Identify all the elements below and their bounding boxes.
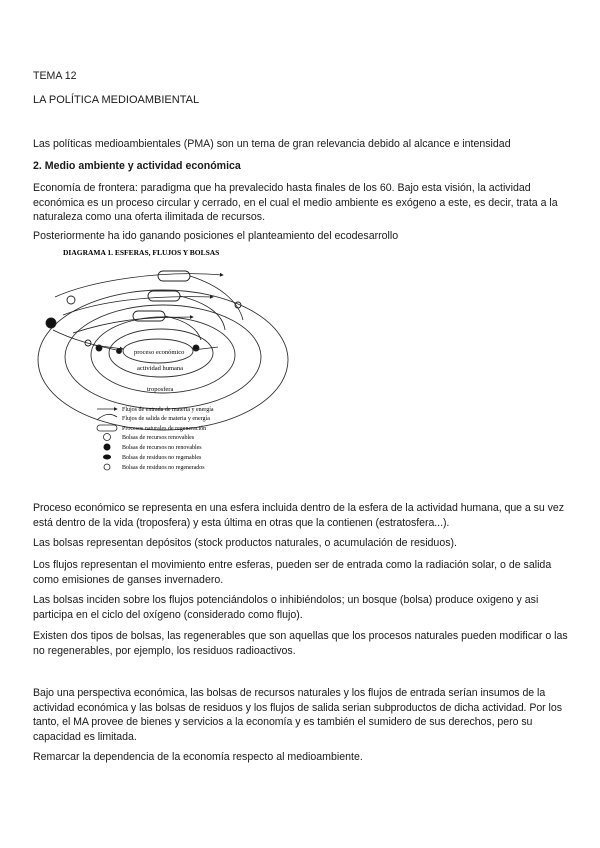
bag-shapes xyxy=(46,296,241,354)
ecodesarrollo-paragraph: Posteriormente ha ido ganando posiciones el planteamiento del ecodesarrollo xyxy=(33,230,399,242)
legend-input-flow-label: Flujos de entrada de materia y energía xyxy=(122,407,214,413)
legend-residue-nonregenerated-label: Bolsas de residuos no regenerados xyxy=(122,465,205,471)
legend-nonrenewable-bag xyxy=(104,444,203,452)
economic-process-label: proceso económico xyxy=(134,349,185,356)
legend-renewable-bag xyxy=(104,434,195,442)
intro-paragraph: Las políticas medioambientales (PMA) son un tema de gran relevancia debido al alcance e intensidad xyxy=(33,138,511,150)
legend-regeneration-label: Procesos naturales de regeneración xyxy=(122,426,207,432)
legend-residue-nonregenerable-label: Bolsas de residuos no regenables xyxy=(122,455,202,461)
troposphere-label: troposfera xyxy=(147,386,174,393)
legend-output-flow-label: Flujos de salida de materia y energía xyxy=(122,416,210,422)
diagram-title: DIAGRAMA 1. ESFERAS, FLUJOS Y BOLSAS xyxy=(63,248,220,257)
legend-regeneration xyxy=(97,425,206,432)
inciden-paragraph: Las bolsas inciden sobre los flujos potenciándolos o inhibiéndolos; un bosque (bolsa) produce oxigeno y asi participa en el ciclo del oxígeno (considerado como flujo). xyxy=(33,594,539,621)
spheres-diagram xyxy=(33,245,295,485)
remarcar-paragraph: Remarcar la dependencia de la economía respecto al medioambiente. xyxy=(33,751,363,763)
tipos-paragraph: Existen dos tipos de bolsas, las regenerables que son aquellas que los procesos naturales pueden modificar o las no regenerables, por ejemplo, los residuos radioactivos. xyxy=(33,630,568,657)
legend-residue-nonregenerated-bag xyxy=(104,464,205,471)
frontier-paragraph: Economía de frontera: paradigma que ha prevalecido hasta finales de los 60. Bajo esta visión, la actividad económica es un proceso circular y cerrado, en el cual el medio ambiente es exógeno a este, es decir, trata a la naturaleza como una oferta ilimitada de recursos. xyxy=(33,182,558,223)
bolsas-paragraph: Las bolsas representan depósitos (stock productos naturales, o acumulación de residuos). xyxy=(33,537,457,549)
process-paragraph: Proceso económico se representa en una esfera incluida dentro de la esfera de la actividad humana, que a su vez está dentro de la vida (troposfera) y esta última en otras que la contienen (estratosfera...). xyxy=(33,502,564,529)
legend-renewable-bag-label: Bolsas de recursos renovables xyxy=(122,435,195,441)
legend-output-flow xyxy=(97,414,210,422)
flujos-paragraph: Los flujos representan el movimiento entre esferas, pueden ser de entrada como la radiación solar, o de salida como emisiones de ganses invernadero. xyxy=(33,559,552,586)
topic-label: TEMA 12 xyxy=(33,70,77,82)
perspectiva-paragraph: Bajo una perspectiva económica, las bolsas de recursos naturales y los flujos de entrada serían insumos de la actividad económica y las bolsas de residuos y los flujos de salida serian subproductos de dicha actividad. Por los tanto, el MA provee de bienes y servicios a la economía y es también el sumidero de sus derechos, pero su capacidad es limitada. xyxy=(33,687,562,743)
legend xyxy=(97,407,214,471)
human-activity-label: actividad humana xyxy=(137,365,184,372)
section-heading: 2. Medio ambiente y actividad económica xyxy=(33,160,241,172)
document-title: LA POLÍTICA MEDIOAMBIENTAL xyxy=(33,94,200,106)
legend-input-flow xyxy=(97,407,214,413)
legend-nonrenewable-bag-label: Bolsas de recursos no renovables xyxy=(122,445,202,451)
legend-residue-nonregenerable-bag xyxy=(103,455,202,462)
